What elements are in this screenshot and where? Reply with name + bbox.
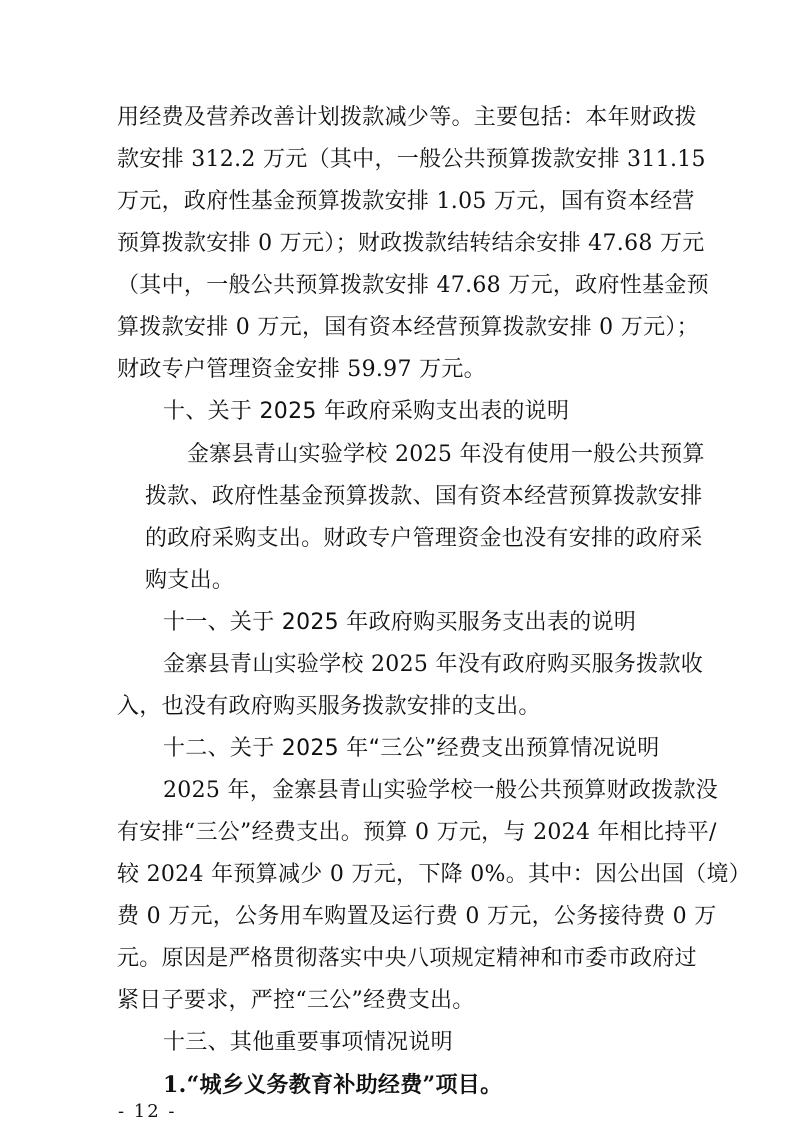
text-line: 金寨县青山实验学校 2025 年没有政府购买服务拨款收 [163, 652, 704, 677]
text-line: 有安排“三公”经费支出。预算 0 万元，与 2024 年相比持平/ [117, 820, 717, 845]
sub-heading-rural-education: 1.“城乡义务教育补助经费”项目。 [163, 1072, 503, 1098]
text-line: 的政府采购支出。财政专户管理资金也没有安排的政府采 [145, 526, 703, 551]
text-line: 元。原因是严格贯彻落实中央八项规定精神和市委市政府过 [117, 946, 697, 971]
section-heading-11: 十一、关于 2025 年政府购买服务支出表的说明 [163, 610, 637, 635]
text-line: 入，也没有政府购买服务拨款安排的支出。 [117, 694, 541, 719]
text-line: 紧日子要求，严控“三公”经费支出。 [117, 988, 475, 1013]
section-heading-13: 十三、其他重要事项情况说明 [163, 1030, 453, 1055]
text-line: 款安排 312.2 万元（其中，一般公共预算拨款安排 311.15 [117, 147, 706, 172]
text-line: 拨款、政府性基金预算拨款、国有资本经营预算拨款安排 [145, 484, 703, 509]
text-line: 万元，政府性基金预算拨款安排 1.05 万元，国有资本经营 [117, 189, 695, 214]
text-line: （其中，一般公共预算拨款安排 47.68 万元，政府性基金预 [117, 273, 709, 298]
text-line: 购支出。 [145, 568, 235, 593]
text-line: 2025 年，金寨县青山实验学校一般公共预算财政拨款没 [163, 778, 719, 803]
section-heading-12: 十二、关于 2025 年“三公”经费支出预算情况说明 [163, 736, 660, 761]
text-line: 费 0 万元，公务用车购置及运行费 0 万元，公务接待费 0 万 [117, 904, 717, 929]
text-line: 算拨款安排 0 万元，国有资本经营预算拨款安排 0 万元）； [117, 315, 699, 340]
text-line: 较 2024 年预算减少 0 万元，下降 0%。其中：因公出国（境） [117, 862, 752, 887]
text-line: 用经费及营养改善计划拨款减少等。主要包括：本年财政拨 [117, 105, 697, 130]
section-heading-10: 十、关于 2025 年政府采购支出表的说明 [163, 399, 570, 424]
page-number: - 12 - [118, 1101, 177, 1122]
text-line: 金寨县青山实验学校 2025 年没有使用一般公共预算 [187, 442, 705, 467]
text-line: 财政专户管理资金安排 59.97 万元。 [117, 357, 486, 382]
text-line: 预算拨款安排 0 万元）；财政拨款结转结余安排 47.68 万元 [117, 231, 705, 256]
